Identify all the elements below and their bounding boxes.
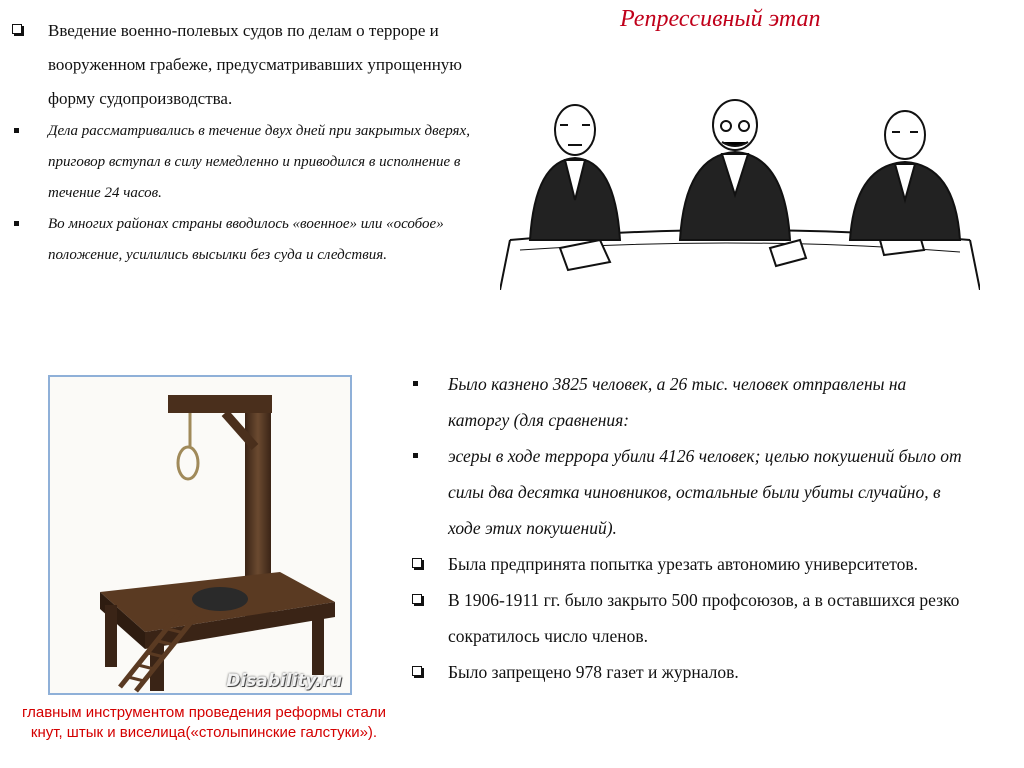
list-item-text: Введение военно-полевых судов по делам о терроре и вооруженном грабеже, предусматривавших упрощенную форму судопроизводства. [48, 21, 463, 108]
list-item-text: Была предпринята попытка урезать автономию университетов. [448, 554, 919, 574]
list-item-text: В 1906-1911 гг. было закрыто 500 профсоюзов, а в оставшихся резко сократилось число членов. [448, 590, 960, 646]
list-item-text: Дела рассматривались в течение двух дней при закрытых дверях, приговор вступал в силу немедленно и приводился в исполнение в течение 24 часов. [48, 123, 470, 201]
square-bullet-icon [14, 128, 19, 133]
list-item [410, 546, 970, 582]
list-item-text: Было казнено 3825 человек, а 26 тыс. человек отправлены на каторгу (для сравнения: [448, 374, 907, 430]
list-item [410, 582, 970, 654]
list-item [12, 209, 472, 271]
slide-title: Репрессивный этап [620, 6, 821, 32]
list-item [12, 116, 472, 209]
checkbox-bullet-icon [412, 666, 422, 676]
image-watermark: Disability.ru [226, 671, 342, 691]
checkbox-bullet-icon [412, 558, 422, 568]
list-item [410, 654, 970, 690]
list-item [410, 438, 970, 546]
list-item-text: Было запрещено 978 газет и журналов. [448, 662, 739, 682]
checkbox-bullet-icon [412, 594, 422, 604]
square-bullet-icon [413, 453, 418, 458]
square-bullet-icon [14, 221, 19, 226]
image-caption: главным инструментом проведения реформы стали кнут, штык и виселица(«столыпинские галстуки»). [21, 704, 387, 741]
officials-cartoon-image [500, 90, 980, 290]
list-item [410, 366, 970, 438]
left-bullet-list [12, 14, 472, 271]
list-item-text: эсеры в ходе террора убили 4126 человек; целью покушений было от силы два десятка чиновников, остальные были убиты случайно, в ходе этих покушений). [448, 446, 962, 538]
list-item [12, 14, 472, 116]
gallows-image [48, 375, 352, 695]
list-item-text: Во многих районах страны вводилось «военное» или «особое» положение, усилились высылки без суда и следствия. [48, 216, 444, 263]
checkbox-bullet-icon [12, 24, 22, 34]
square-bullet-icon [413, 381, 418, 386]
gallows-drawing [50, 377, 350, 693]
right-bullet-list [410, 366, 970, 690]
